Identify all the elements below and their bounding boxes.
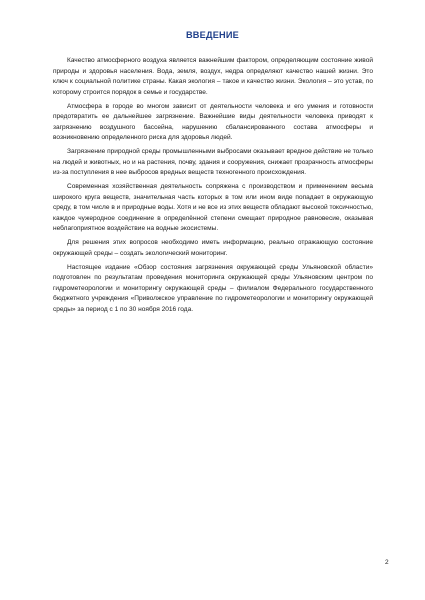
paragraph-2: Атмосфера в городе во многом зависит от деятельности человека и его умения и готовности предотвратить ее дальнейшее загрязнение. Важнейшие виды деятельности человека приводят к загрязнению воздушного бассейна, нарушению сбалансированного состава атмосферы и возникновению определенного риска для здоровья людей. <box>53 102 373 142</box>
paragraph-6: Настоящее издание «Обзор состояния загрязнения окружающей среды Ульяновской области» подготовлен по результатам проведения мониторинга окружающей среды Ульяновским центром по гидрометеорологии и мониторингу окружающей среды – филиалом Федерального государственного бюджетного учреждения «Приволжское управление по гидрометеорологии и мониторингу окружающей среды» за период с 1 по 30 ноября 2016 года. <box>53 263 373 313</box>
paragraph-1: Качество атмосферного воздуха является важнейшим фактором, определяющим состояние живой природы и здоровья населения. Вода, земля, воздух, недра определяют качество нашей жизни. Это ключ к социальной политике страны. Какая экология – такое и качество жизни. Экология – это устав, по которому строится порядок в семье и государстве. <box>53 57 373 96</box>
page-number: 2 <box>385 559 389 566</box>
paragraph-3: Загрязнение природной среды промышленными выбросами оказывает вредное действие не только на людей и животных, но и на растения, почву, здания и сооружения, снижает прозрачность атмосферы из-за поступления в нее выбросов вредных веществ техногенного происхождения. <box>53 148 373 177</box>
paragraph-4: Современная хозяйственная деятельность сопряжена с производством и применением весьма широкого круга веществ, значительная часть которых в том или ином виде попадает в окружающую среду, в том числе в и природные воды. Хотя и не все из этих веществ обладают высокой токсичностью, каждое чужеродное соединение в определённой степени смещает природное равновесие, оказывая неблагоприятное воздействие на водные экосистемы. <box>53 183 373 233</box>
document-body <box>53 56 373 319</box>
page-title: ВВЕДЕНИЕ <box>185 30 240 40</box>
paragraph-5: Для решения этих вопросов необходимо иметь информацию, реально отражающую состояние окружающей среды – создать экологический мониторинг. <box>53 239 373 257</box>
